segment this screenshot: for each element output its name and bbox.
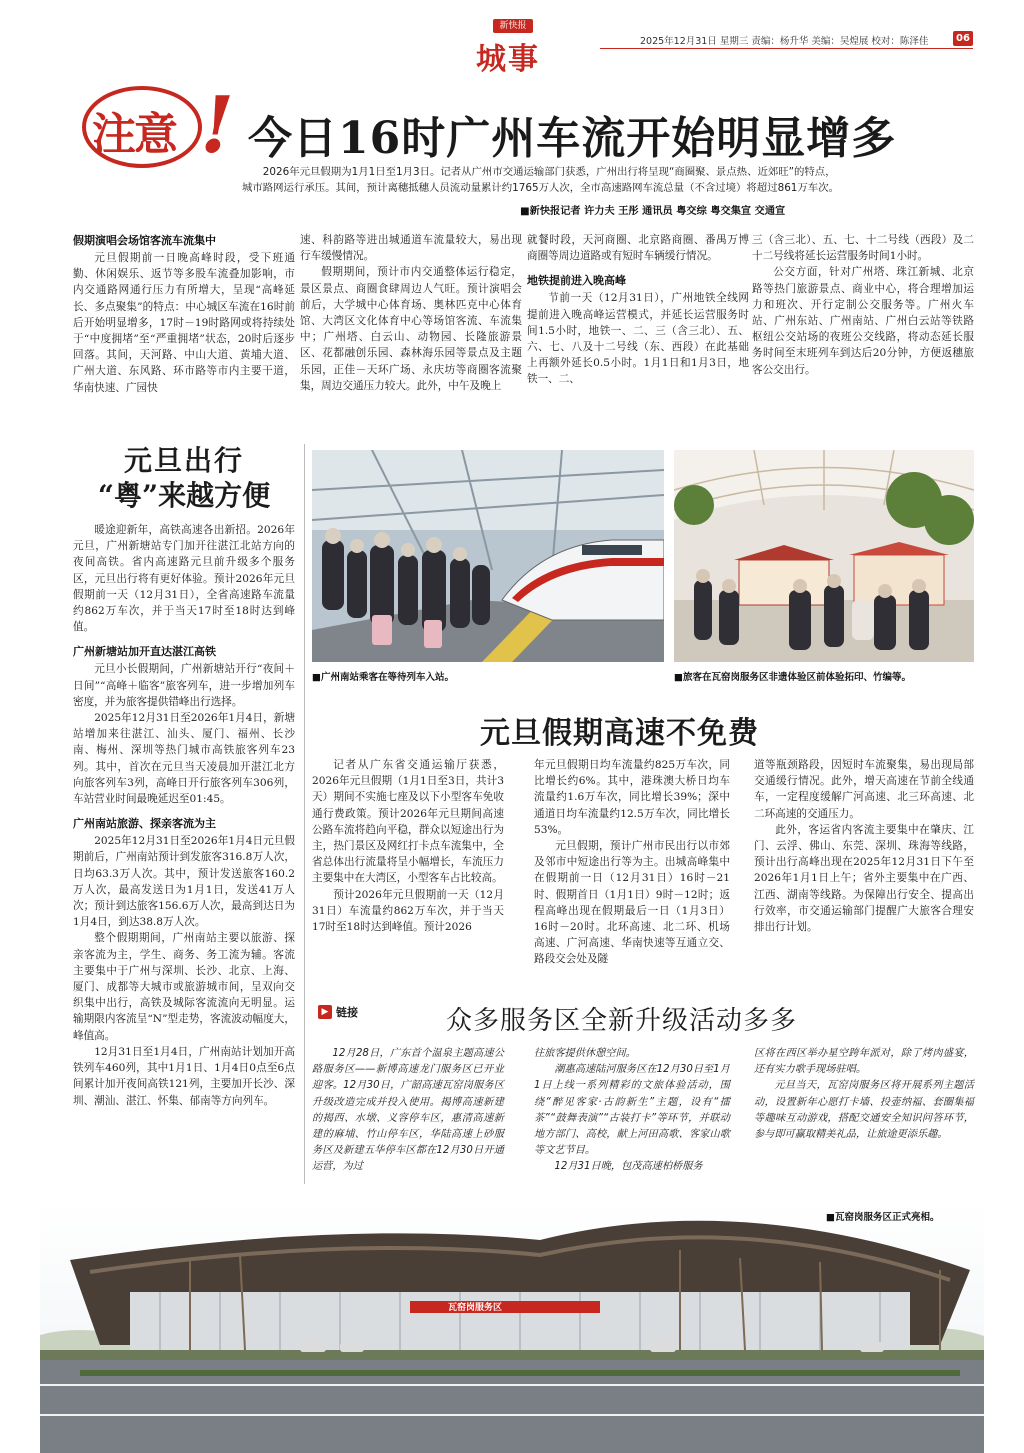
link-col3 <box>754 1046 974 1143</box>
story2-para: 12月31日至1月4日，广州南站计划加开高铁列车460列，其中1月1日、1月4日0点至6点间累计加开夜间高铁121列，主要加开长沙、深圳、潮汕、湛江、怀集、郁南等方向列车。 <box>73 1045 295 1107</box>
photo-service-area-market <box>674 450 974 662</box>
story1-para: 三（含三北）、五、七、十二号线（西段）及二十二号线将延长运营服务时间1小时。 <box>752 234 974 263</box>
photo-service-area-building <box>40 1200 984 1453</box>
link-arrow-icon: ▶ <box>318 1005 332 1019</box>
building-sign: 瓦窑岗服务区 <box>448 1303 503 1313</box>
exclaim-mark: ! <box>200 80 235 171</box>
link-para: 12月31日晚，包茂高速柏桥服务 <box>554 1161 703 1173</box>
story2-para: 元旦小长假期间，广州新塘站开行“夜间＋日间”“高峰＋临客”旅客列车，进一步增加列车密度，并为旅客提供错峰出行选择。 <box>73 663 295 708</box>
photo-caption-2: ■旅客在瓦窑岗服务区非遗体验区前体验拓印、竹编等。 <box>674 672 911 683</box>
link-para: 区将在西区举办星空跨年派对，除了烤肉盛宴，还有实力歌手现场驻唱。 <box>754 1048 974 1076</box>
stamp-text: 注意 <box>92 109 176 160</box>
link-col2 <box>534 1046 730 1176</box>
story3-col1 <box>312 757 504 935</box>
story2-title-line2: “粤”来越方便 <box>97 479 271 512</box>
story1-para: 元旦假期前一日晚高峰时段，受下班通勤、休闲娱乐、返节等多股车流叠加影响，市内交通路网通行压力有所增大，呈现“高峰延长、多点聚集”的特点：中心城区车流在16时前后开始明显增多，17时－19时路网或将持续处于“中度拥堵”至“严重拥堵”状态，20时后逐步回落。其间，天河路、中山大道、黄埔大道、广州大道、东风路、环市路等市内主要干道，华南快速、广园快 <box>73 252 295 394</box>
story2-para: 整个假期期间，广州南站主要以旅游、探亲客流为主，学生、商务、务工流为辅。客流主要集中于广州与深圳、长沙、北京、上海、厦门、成都等大城市或旅游城市间，呈双向交织集中出行，高铁及城际客流流向无明显。运输期限内客流呈“N”型走势，客流波动幅度大，峰值高。 <box>73 932 295 1042</box>
story1-subhead-1: 假期演唱会场馆客流车流集中 <box>73 234 216 247</box>
story3-col3 <box>754 757 974 935</box>
story1-para: 节前一天（12月31日），广州地铁全线网提前进入晚高峰运营模式，并延长运营服务时间1.5小时，地铁一、二、三（含三北）、五、六、七、八及十二号线（东、西段）在此基础上再额外延长0.5小时。1月1日和1月3日，地铁一、二、 <box>527 292 749 386</box>
story1-para: 假期期间，预计市内交通整体运行稳定，景区景点、商圈食肆周边人气旺。预计演唱会前后，大学城中心体育场、奥林匹克中心体育馆、大湾区文化体育中心等场馆客流、车流集中；广州塔、白云山、动物园、长隆旅游景区、花都融创乐园、森林海乐园等景点及主题乐园，正佳－天环广场、永庆坊等商圈客流聚集，周边交通压力较大。此外，中午及晚上 <box>300 266 522 392</box>
headline-lead: 2026年元旦假期为1月1日至1月3日。记者从广州市交通运输部门获悉，广州出行将呈现“商圈聚、景点热、近郊旺”的特点，城市路网运行承压。其间，预计离穗抵穗人员流动量累计约1765万人次，全市高速路网车流总量（不含过境）将超过861万车次。 <box>242 166 839 194</box>
story1-col4 <box>752 232 974 378</box>
byline: ■新快报记者 许力夫 王彤 通讯员 粤交综 粤交集宣 交通宣 <box>520 206 786 217</box>
story1-col3 <box>527 232 749 388</box>
photo-caption-1: ■广州南站乘客在等待列车入站。 <box>312 672 454 683</box>
headline-block <box>0 76 1024 226</box>
story1-col1 <box>73 232 295 396</box>
story3-para: 元旦假期，预计广州市民出行以市郊及邻市中短途出行等为主。出城高峰集中在假期前一日（12月31日）16时－21时、假期首日（1月1日）9时－12时；返程高峰出现在假期最后一日（1月3日）16时－20时。北环高速、北二环、机场高速、广河高速、华南快速等互通立交、路段交会处及隧 <box>534 840 730 966</box>
story2-para: 2025年12月31日至2026年1月4日元旦假期前后，广州南站预计到发旅客316.8万人次，日均63.3万人次。其中，预计发送旅客160.2万人次，最高发送日为1月1日，发送41万人次；预计到达旅客156.6万人次，最高到达日为1月4日，到达38.8万人次。 <box>73 835 295 929</box>
link-label-box <box>318 1004 358 1020</box>
masthead <box>0 0 1024 76</box>
link-para: 元旦当天，瓦窑岗服务区将开展系列主题活动，设置新年心愿打卡墙、投壶纳福、套圈集福等趣味互动游戏，搭配交通安全知识问答环节，参与即可赢取精美礼品，让旅途更添乐趣。 <box>754 1080 974 1141</box>
story3-title: 元旦假期高速不免费 <box>480 716 759 751</box>
story3-para: 记者从广东省交通运输厅获悉，2026年元旦假期（1月1日至3日，共计3天）期间不实施七座及以下小型客车免收通行费政策。预计2026年元旦期间高速公路车流将趋向平稳，群众以短途出行为主，热门景区及网红打卡点车流集中，全省总体出行流量将呈小幅增长，车流压力主要集中在大湾区，小型客车占比较高。 <box>312 759 504 885</box>
page-number: 06 <box>953 31 973 46</box>
masthead-rule <box>600 48 973 49</box>
link-col1 <box>312 1046 504 1176</box>
story2 <box>73 444 295 1109</box>
story1-col2 <box>300 232 522 394</box>
story3-col2 <box>534 757 730 968</box>
story2-subhead-2: 广州南站旅游、探亲客流为主 <box>73 817 216 831</box>
link-para: 12月28日，广东首个温泉主题高速公路服务区——新博高速龙门服务区已开业迎客。12月30日，广韶高速瓦窑岗服务区升级改造完成并投入使用。揭博高速新建的揭西、水墩、义容停车区，惠清高速新建的麻埔、竹山停车区，华陆高速上砂服务区及新建五华停车区都在12月30日开通运营，为过 <box>312 1048 504 1173</box>
column-rule <box>304 444 305 1184</box>
story1-para: 就餐时段，天河商圈、北京路商圈、番禺万博商圈等周边道路或有短时车辆缓行情况。 <box>527 234 749 263</box>
headline-title: 今日16时广州车流开始明显增多 <box>248 113 897 164</box>
link-label: 链接 <box>336 1006 358 1019</box>
link-title: 众多服务区全新升级活动多多 <box>446 1006 798 1036</box>
photo-train-station <box>312 450 664 662</box>
masthead-badge: 新快报 <box>493 19 533 33</box>
story3-para: 预计2026年元旦假期前一天（12月31日）车流量约862万车次，并于当天17时至18时达到峰值。预计2026 <box>312 888 504 934</box>
photo-caption-3: ■瓦窑岗服务区正式亮相。 <box>826 1212 940 1223</box>
story3-para: 道等瓶颈路段，因短时车流聚集，易出现局部交通缓行情况。此外，增天高速在节前全线通车，一定程度缓解广河高速、北三环高速、北二环高速的交通压力。 <box>754 759 974 820</box>
story2-subhead-1: 广州新塘站加开直达湛江高铁 <box>73 645 216 659</box>
story3-para: 年元旦假期日均车流量约825万车次，同比增长约6%。其中，港珠澳大桥日均车流量约1.6万车次，同比增长39%；深中通道日均车流量约12.5万车次，同比增长53%。 <box>534 759 730 836</box>
story1-para: 速、科韵路等进出城通道车流量较大，易出现行车缓慢情况。 <box>300 234 522 263</box>
story3-para: 此外，客运省内客流主要集中在肇庆、江门、云浮、佛山、东莞、深圳、珠海等线路，预计出行高峰出现在2025年12月31日下午至2026年1月1日上午；省外主要集中在广西、江西、湖南等线路。为保障出行安全、提高出行效率，市交通运输部门提醒广大旅客合理安排出行计划。 <box>754 823 974 934</box>
section-title: 城事 <box>476 42 540 77</box>
date-line: 2025年12月31日 星期三 责编：杨升华 美编：吴煌展 校对：陈泽佳 <box>640 36 929 47</box>
story2-para: 2025年12月31日至2026年1月4日，新塘站增加来往湛江、汕头、厦门、福州、长沙南、梅州、深圳等热门城市高铁旅客列车23列。其中，首次在元旦当天凌晨加开湛江北方向旅客列车3列，高峰日开行旅客列车306列，车站营业时间最晚延迟至01:45。 <box>73 712 295 806</box>
link-para: 往旅客提供休憩空间。 <box>534 1048 636 1059</box>
link-para: 潮惠高速陆河服务区在12月30日至1月1日上线一系列精彩的文旅体验活动，围绕“醉见客家·古韵新生”主题，设有“擂茶”“鼓舞表演”“古装打卡”等环节，并联动地方部门、高校，献上河田高歌、客家山歌等文艺节目。 <box>534 1064 730 1157</box>
story2-title-line1: 元旦出行 <box>123 444 244 477</box>
story1-para: 公交方面，针对广州塔、珠江新城、北京路等热门旅游景点、商业中心，将合理增加运力和班次、开行定制公交服务等。广州火车站、广州东站、广州南站、广州白云站等铁路枢纽公交站场的夜班公交线路，将动态延长服务时间至末班列车到达后20分钟，方便返穗旅客公交出行。 <box>752 266 974 376</box>
story2-para: 暖途迎新年，高铁高速各出新招。2026年元旦，广州新塘站专门加开往湛江北站方向的夜间高铁。省内高速路元旦前升级多个服务区，元旦出行将有更好体验。预计2026年元旦假期前一天（12月31日），全省高速路车流量约862万车次，并于当天17时至18时达到峰值。 <box>73 524 295 634</box>
story1-subhead-2: 地铁提前进入晚高峰 <box>527 274 626 288</box>
